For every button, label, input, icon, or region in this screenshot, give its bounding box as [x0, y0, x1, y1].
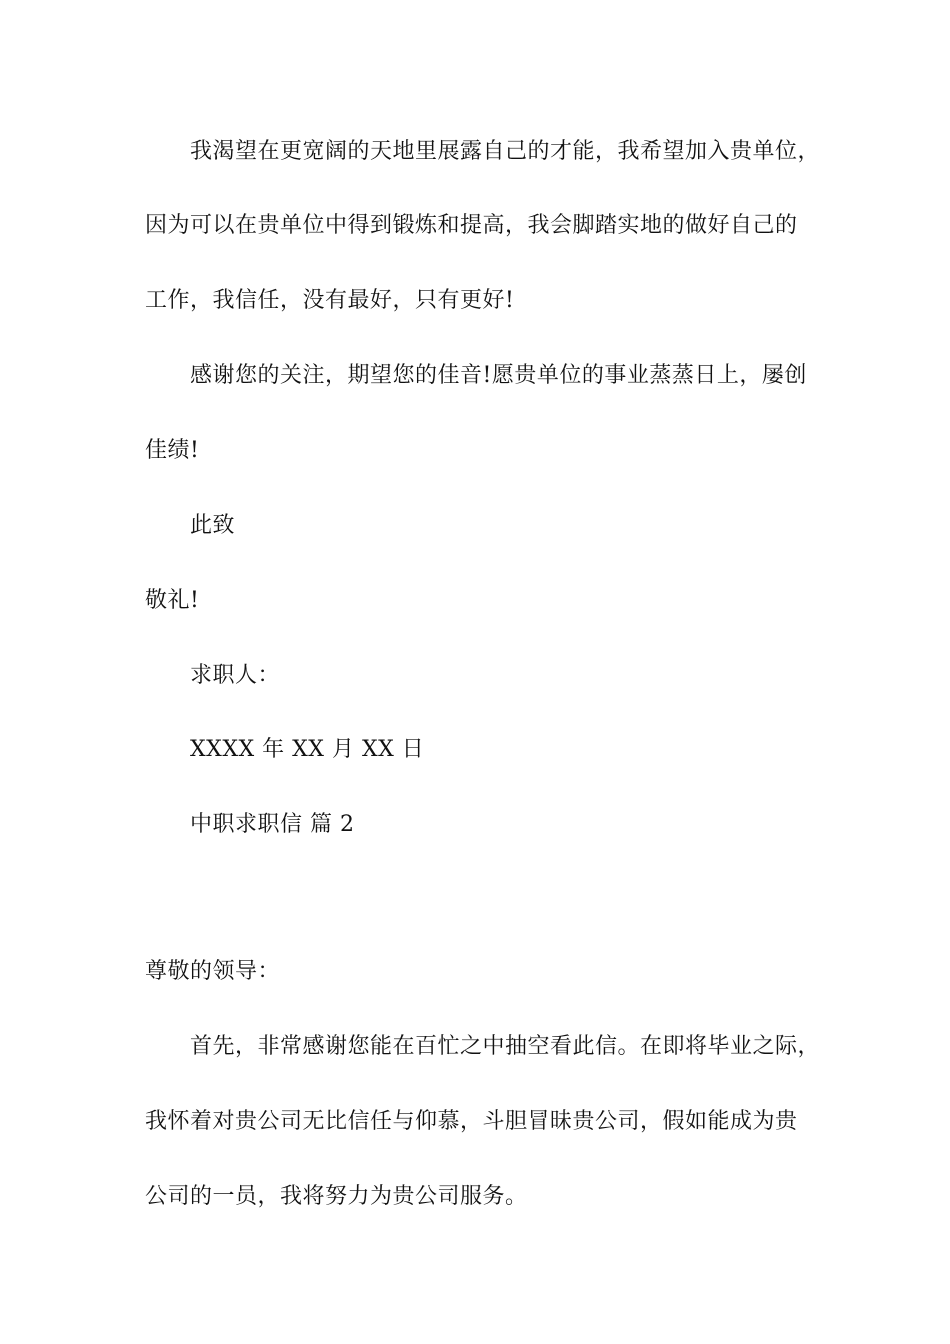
- signature-label: 求职人：: [190, 663, 281, 688]
- paragraph-line: 佳绩!: [145, 438, 200, 463]
- closing-regards: 敬礼!: [145, 588, 200, 613]
- paragraph-line: 工作，我信任，没有最好，只有更好!: [145, 288, 515, 313]
- paragraph-line: 我怀着对贵公司无比信任与仰慕，斗胆冒昧贵公司，假如能成为贵: [145, 1109, 798, 1134]
- section-heading: 中职求职信 篇 2: [190, 812, 355, 837]
- closing-salutation: 此致: [190, 513, 236, 538]
- date-line: XXXX 年 XX 月 XX 日: [190, 737, 425, 762]
- greeting: 尊敬的领导：: [145, 959, 281, 984]
- paragraph-line: 感谢您的关注，期望您的佳音!愿贵单位的事业蒸蒸日上，屡创: [190, 363, 807, 388]
- paragraph-line: 首先，非常感谢您能在百忙之中抽空看此信。在即将毕业之际，: [190, 1034, 821, 1059]
- paragraph-line: 我渴望在更宽阔的天地里展露自己的才能，我希望加入贵单位，: [190, 139, 821, 164]
- paragraph-line: 因为可以在贵单位中得到锻炼和提高，我会脚踏实地的做好自己的: [145, 213, 798, 238]
- paragraph-line: 公司的一员，我将努力为贵公司服务。: [145, 1184, 528, 1209]
